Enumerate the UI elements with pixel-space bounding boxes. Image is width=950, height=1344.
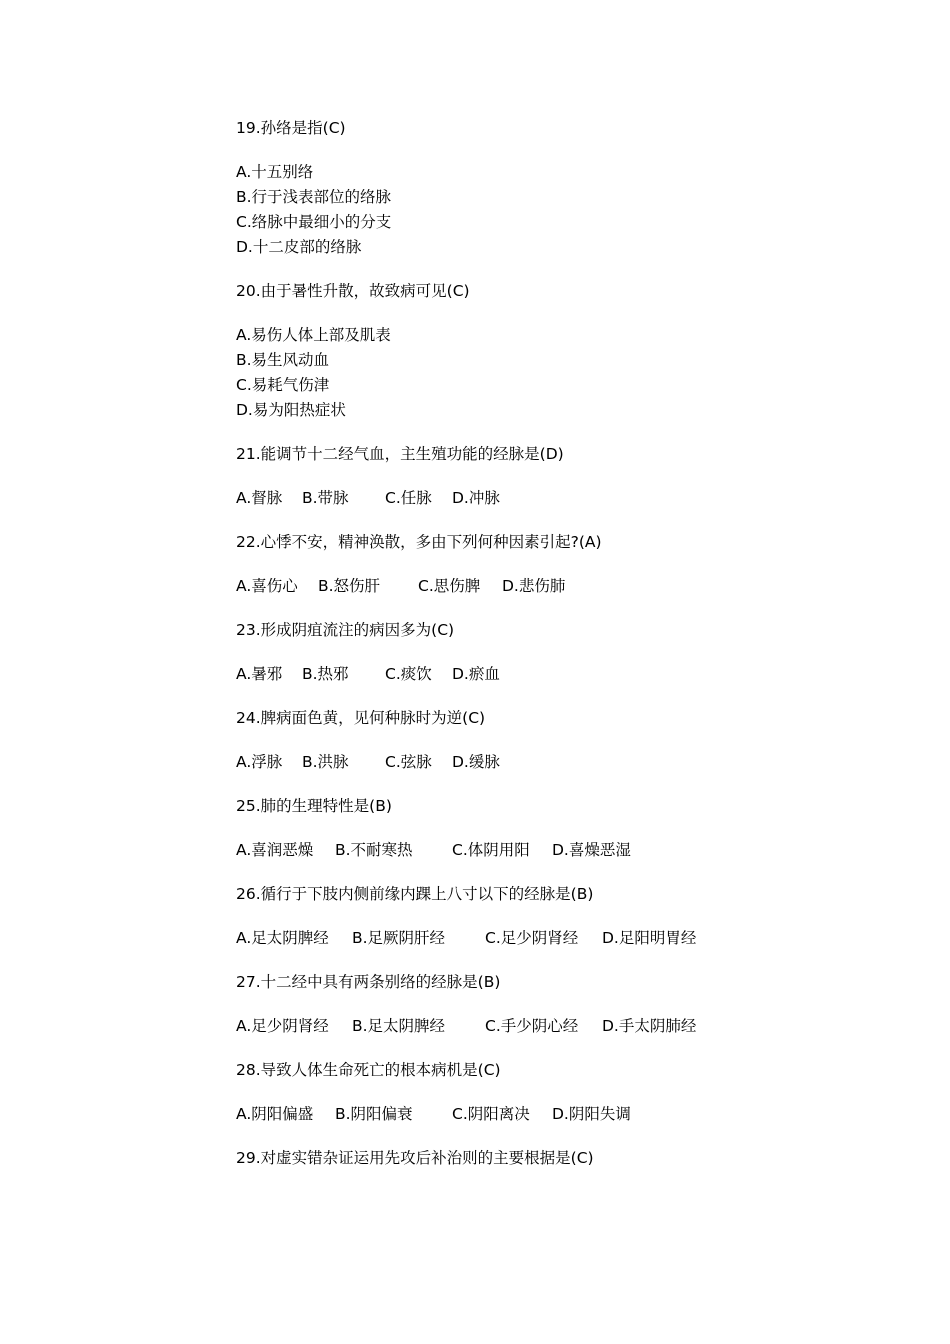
question-stem: 29.对虚实错杂证运用先攻后补治则的主要根据是(C): [236, 1149, 594, 1167]
question-stem: 28.导致人体生命死亡的根本病机是(C): [236, 1061, 501, 1079]
option: D.喜燥恶湿: [552, 841, 631, 859]
options-row: [236, 1014, 916, 1039]
document-body: [236, 116, 916, 1171]
options-row: [236, 750, 916, 775]
option: B.阴阳偏衰: [335, 1105, 413, 1123]
option: B.热邪: [302, 665, 349, 683]
option: A.足太阴脾经: [236, 929, 329, 947]
option: A.十五别络: [236, 163, 314, 181]
option: C.体阴用阳: [452, 841, 530, 859]
question-stem: 23.形成阴疽流注的病因多为(C): [236, 621, 455, 639]
option: D.冲脉: [452, 489, 500, 507]
option: C.足少阴肾经: [485, 929, 579, 947]
option: C.易耗气伤津: [236, 376, 330, 394]
option: D.足阳明胃经: [602, 929, 697, 947]
option: B.易生风动血: [236, 351, 330, 369]
option: C.络脉中最细小的分支: [236, 213, 392, 231]
question-stem: 24.脾病面色黄，见何种脉时为逆(C): [236, 709, 486, 727]
question-stem: 26.循行于下肢内侧前缘内踝上八寸以下的经脉是(B): [236, 885, 594, 903]
option: C.痰饮: [385, 665, 432, 683]
option: C.弦脉: [385, 753, 432, 771]
question-stem: 21.能调节十二经气血，主生殖功能的经脉是(D): [236, 445, 564, 463]
option: A.督脉: [236, 489, 283, 507]
option: B.洪脉: [302, 753, 349, 771]
option: D.易为阳热症状: [236, 401, 346, 419]
options-row: [236, 1102, 916, 1127]
option: D.手太阴肺经: [602, 1017, 697, 1035]
option: D.瘀血: [452, 665, 500, 683]
option: A.阴阳偏盛: [236, 1105, 314, 1123]
options-row: [236, 838, 916, 863]
option: A.喜伤心: [236, 577, 298, 595]
option: D.缓脉: [452, 753, 500, 771]
option: A.浮脉: [236, 753, 283, 771]
option: B.行于浅表部位的络脉: [236, 188, 392, 206]
option: A.喜润恶燥: [236, 841, 314, 859]
options-row: [236, 926, 916, 951]
option: B.不耐寒热: [335, 841, 413, 859]
option: A.足少阴肾经: [236, 1017, 329, 1035]
option: B.怒伤肝: [318, 577, 381, 595]
question-stem: 22.心悸不安，精神涣散，多由下列何种因素引起?(A): [236, 533, 602, 551]
option: C.任脉: [385, 489, 432, 507]
option: A.暑邪: [236, 665, 283, 683]
options-row: [236, 574, 916, 599]
option: C.思伤脾: [418, 577, 481, 595]
option: C.阴阳离决: [452, 1105, 530, 1123]
options-row: [236, 662, 916, 687]
option: D.十二皮部的络脉: [236, 238, 362, 256]
question-stem: 27.十二经中具有两条别络的经脉是(B): [236, 973, 501, 991]
options-row: [236, 486, 916, 511]
option: B.带脉: [302, 489, 349, 507]
option: B.足太阴脾经: [352, 1017, 446, 1035]
option: C.手少阴心经: [485, 1017, 579, 1035]
option: B.足厥阴肝经: [352, 929, 446, 947]
option: D.阴阳失调: [552, 1105, 631, 1123]
question-stem: 25.肺的生理特性是(B): [236, 797, 392, 815]
question-stem: 19.孙络是指(C): [236, 119, 346, 137]
option: D.悲伤肺: [502, 577, 566, 595]
question-stem: 20.由于暑性升散，故致病可见(C): [236, 282, 470, 300]
option: A.易伤人体上部及肌表: [236, 326, 391, 344]
